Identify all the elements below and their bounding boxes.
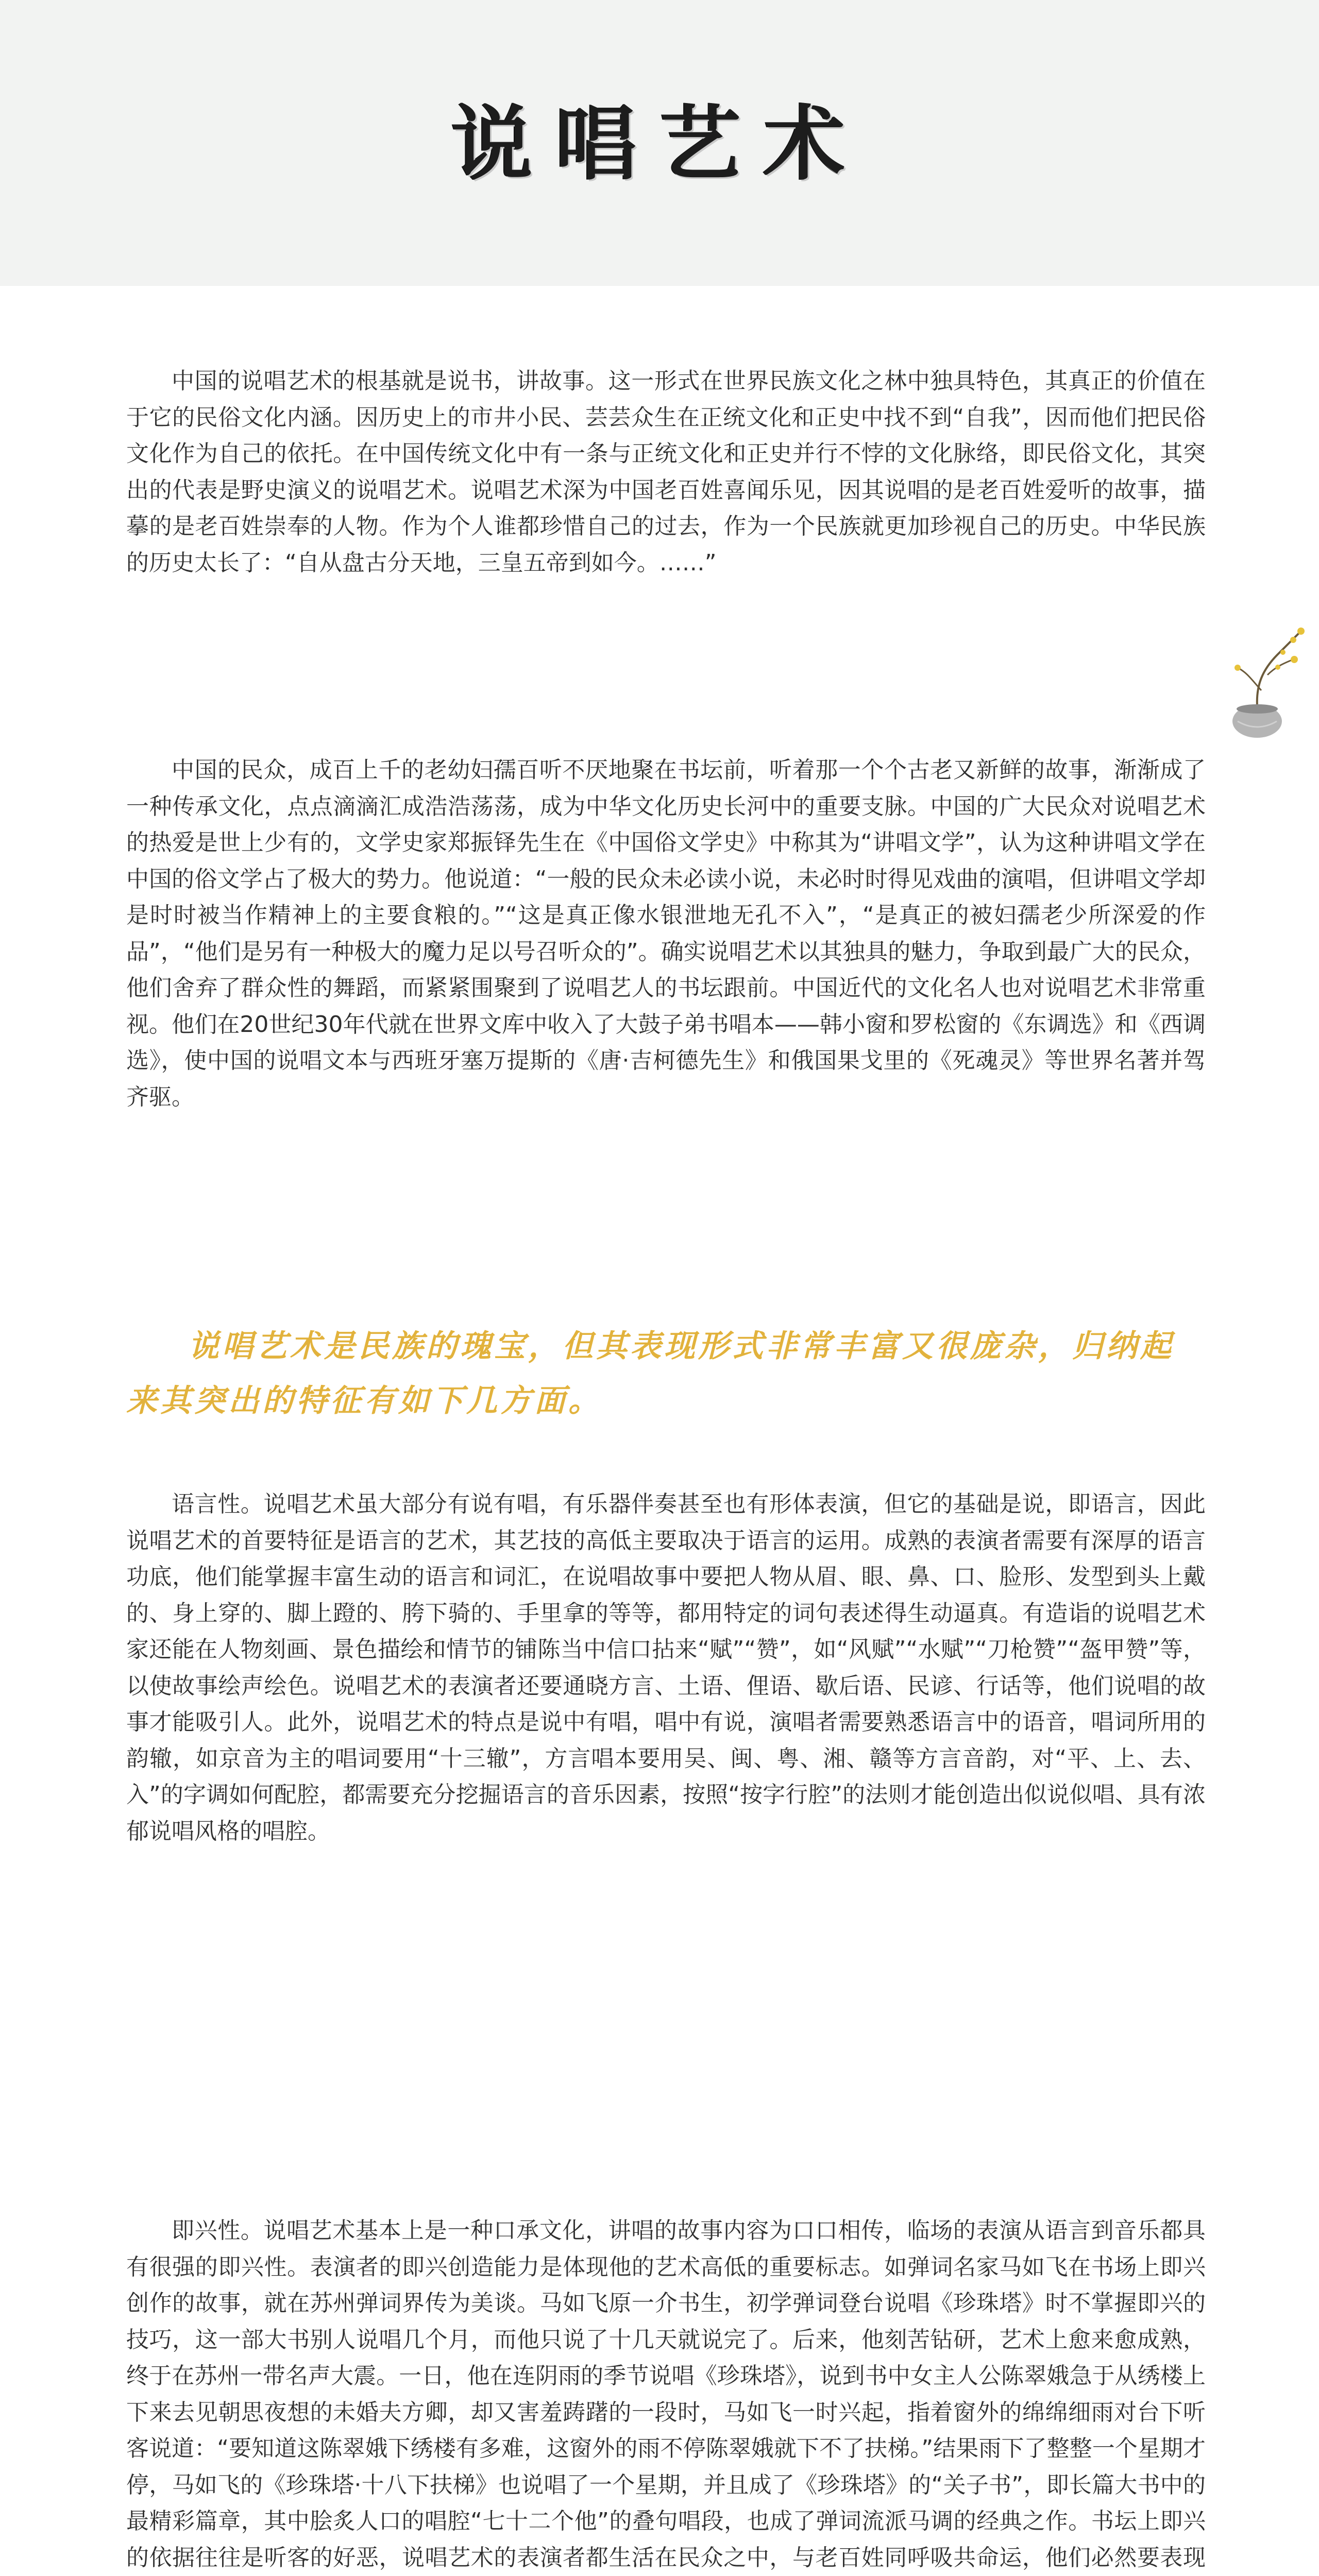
intro-paragraph-1: 中国的说唱艺术的根基就是说书，讲故事。这一形式在世界民族文化之林中独具特色，其真正的价值在于它的民俗文化内涵。因历史上的市井小民、芸芸众生在正统文化和正史中找不到“自我”，因而他们把民俗文化作为自己的依托。在中国传统文化中有一条与正统文化和正史并行不悖的文化脉络，即民俗文化，其突出的代表是野史演义的说唱艺术。说唱艺术深为中国老百姓喜闻乐见，因其说唱的是老百姓爱听的故事，描摹的是老百姓崇奉的人物。作为个人谁都珍惜自己的过去，作为一个民族就更加珍视自己的历史。中华民族的历史太长了：“自从盘古分天地，三皇五帝到如今。……” — [126, 368, 1206, 576]
intro-paragraph-2: 中国的民众，成百上千的老幼妇孺百听不厌地聚在书坛前，听着那一个个古老又新鲜的故事，渐渐成了一种传承文化，点点滴滴汇成浩浩荡荡，成为中华文化历史长河中的重要支脉。中国的广大民众对说唱艺术的热爱是世上少有的，文学史家郑振铎先生在《中国俗文学史》中称其为“讲唱文学”，认为这种讲唱文学在中国的俗文学占了极大的势力。他说道：“一般的民众未必读小说，未必时时得见戏曲的演唱，但讲唱文学却是时时被当作精神上的主要食粮的。”“这是真正像水银泄地无孔不入”，“是真正的被妇孺老少所深爱的作品”，“他们是另有一种极大的魔力足以号召听众的”。确实说唱艺术以其独具的魅力，争取到最广大的民众，他们舍弃了群众性的舞蹈，而紧紧围聚到了说唱艺人的书坛跟前。中国近代的文化名人也对说唱艺术非常重视。他们在20世纪30年代就在世界文库中收入了大鼓子弟书唱本——韩小窗和罗松窗的《东调选》和《西调选》，使中国的说唱文本与西班牙塞万提斯的《唐·吉柯德先生》和俄国果戈里的《死魂灵》等世界名著并驾齐驱。 — [126, 757, 1206, 1110]
feature-paragraph-language: 语言性。说唱艺术虽大部分有说有唱，有乐器伴奏甚至也有形体表演，但它的基础是说，即语言，因此说唱艺术的首要特征是语言的艺术，其艺技的高低主要取决于语言的运用。成熟的表演者需要有深厚的语言功底，他们能掌握丰富生动的语言和词汇，在说唱故事中要把人物从眉、眼、鼻、口、脸形、发型到头上戴的、身上穿的、脚上蹬的、胯下骑的、手里拿的等等，都用特定的词句表述得生动逼真。有造诣的说唱艺术家还能在人物刻画、景色描绘和情节的铺陈当中信口拈来“赋”“赞”，如“风赋”“水赋”“刀枪赞”“盔甲赞”等，以使故事绘声绘色。说唱艺术的表演者还要通晓方言、土语、俚语、歇后语、民谚、行话等，他们说唱的故事才能吸引人。此外，说唱艺术的特点是说中有唱，唱中有说，演唱者需要熟悉语言中的语音，唱词所用的韵辙，如京音为主的唱词要用“十三辙”，方言唱本要用吴、闽、粤、湘、赣等方言音韵，对“平、上、去、入”的字调如何配腔，都需要充分挖掘语言的音乐因素，按照“按字行腔”的法则才能创造出似说似唱、具有浓郁说唱风格的唱腔。 — [126, 1491, 1206, 1844]
page-title: 说唱艺术 — [451, 96, 868, 192]
potted-plum-blossom-icon — [1206, 618, 1309, 742]
feature-paragraph-improvisation: 即兴性。说唱艺术基本上是一种口承文化，讲唱的故事内容为口口相传，临场的表演从语言到音乐都具有很强的即兴性。表演者的即兴创造能力是体现他的艺术高低的重要标志。如弹词名家马如飞在书场上即兴创作的故事，就在苏州弹词界传为美谈。马如飞原一介书生，初学弹词登台说唱《珍珠塔》时不掌握即兴的技巧，这一部大书别人说唱几个月，而他只说了十几天就说完了。后来，他刻苦钻研，艺术上愈来愈成熟，终于在苏州一带名声大震。一日，他在连阴雨的季节说唱《珍珠塔》，说到书中女主人公陈翠娥急于从绣楼上下来去见朝思夜想的未婚夫方卿，却又害羞踌躇的一段时，马如飞一时兴起，指着窗外的绵绵细雨对台下听客说道：“要知道这陈翠娥下绣楼有多难，这窗外的雨不停陈翠娥就下不了扶梯。”结果雨下了整整一个星期才停，马如飞的《珍珠塔·十八下扶梯》也说唱了一个星期，并且成了《珍珠塔》的“关子书”，即长篇大书中的最精彩篇章，其中脍炙人口的唱腔“七十二个他”的叠句唱段，也成了弹词流派马调的经典之作。书坛上即兴的依据往往是听客的好恶，说唱艺术的表演者都生活在民众之中，与老百姓同呼吸共命运，他们必然要表现 — [126, 2217, 1206, 2571]
highlight-quote: 说唱艺术是民族的瑰宝，但其表现形式非常丰富又很庞杂，归纳起来其突出的特征有如下几方面。 — [126, 1328, 1174, 1419]
